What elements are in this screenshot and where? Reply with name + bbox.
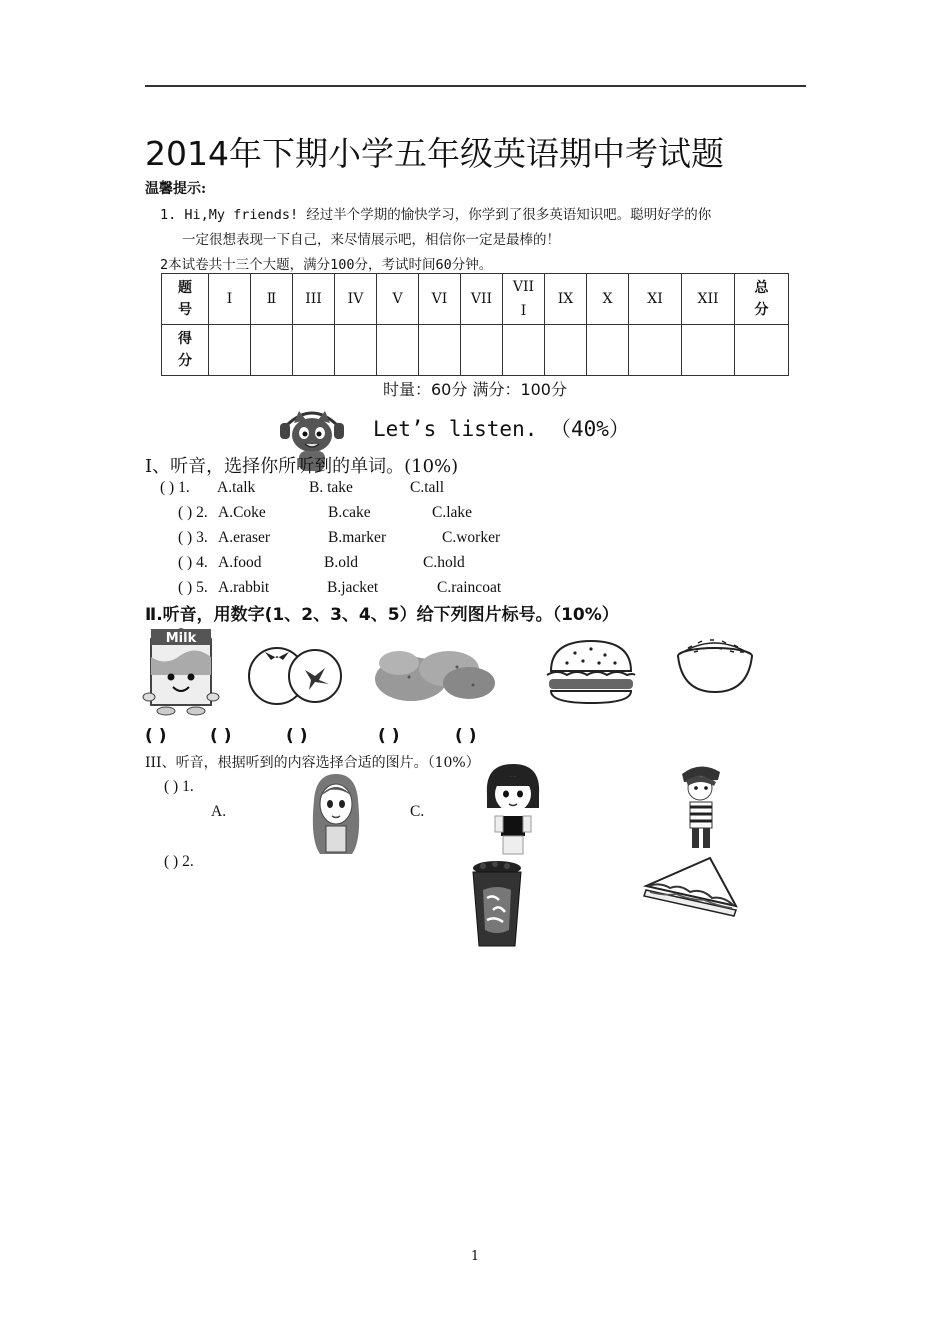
rice-bowl-icon — [674, 634, 756, 696]
score-col-5: V — [377, 274, 419, 325]
q1-option-a: A.talk — [217, 479, 256, 496]
score-cell-total[interactable] — [735, 325, 789, 376]
score-cell-2[interactable] — [251, 325, 293, 376]
q4-option-c: C.hold — [423, 554, 465, 571]
score-col-8: VII I — [503, 274, 545, 325]
section-1-title: I、听音，选择你所听到的单词。(10%) — [145, 456, 459, 477]
potatoes-icon — [369, 641, 497, 705]
score-table-row1-label: 题 号 — [162, 274, 209, 325]
score-col-1: Ⅰ — [209, 274, 251, 325]
milk-label: Milk — [165, 631, 197, 646]
q2-option-b: B.cake — [328, 504, 371, 521]
score-total-label: 总 分 — [735, 274, 789, 325]
q2-number: ( ) 2. — [178, 504, 208, 521]
section-3-title: III、听音，根据听到的内容选择合适的图片。（10%） — [145, 755, 480, 771]
score-table-row2-label: 得 分 — [162, 325, 209, 376]
q4-option-a: A.food — [218, 554, 262, 571]
q5-option-c: C.raincoat — [437, 579, 502, 596]
s3-q2-number: ( ) 2. — [164, 853, 194, 870]
tip-item-1-line-1: 1. Hi,My friends! 经过半个学期的愉快学习，你学到了很多英语知识吧。聪明好学的你 — [160, 207, 712, 223]
tip-item-1-line-2: 一定很想表现一下自己，来尽情展示吧，相信你一定是最棒的！ — [182, 232, 560, 248]
score-col-2: Ⅱ — [251, 274, 293, 325]
score-cell-8[interactable] — [503, 325, 545, 376]
picture-blank-1[interactable]: ( ) — [145, 726, 167, 746]
score-col-7: VII — [461, 274, 503, 325]
top-rule — [145, 85, 806, 87]
score-cell-6[interactable] — [419, 325, 461, 376]
q5-number: ( ) 5. — [178, 579, 208, 596]
page-title: 2014年下期小学五年级英语期中考试题 — [145, 134, 724, 173]
picture-blank-3[interactable]: ( ) — [286, 726, 308, 746]
q1-option-c: C.tall — [410, 479, 445, 496]
score-table-score-row — [162, 325, 789, 376]
sandwich-icon — [640, 856, 740, 918]
s3-q1-option-c: C. — [410, 803, 425, 820]
q1-number: ( ) 1. — [160, 479, 190, 496]
q1-option-b: B. take — [309, 479, 353, 496]
q3-number: ( ) 3. — [178, 529, 208, 546]
score-cell-12[interactable] — [682, 325, 735, 376]
score-cell-1[interactable] — [209, 325, 251, 376]
picture-blank-4[interactable]: ( ) — [378, 726, 400, 746]
picture-blank-5[interactable]: ( ) — [455, 726, 477, 746]
score-col-12: XII — [682, 274, 735, 325]
boy-striped-shirt-icon — [676, 760, 726, 852]
score-table-header-row — [162, 274, 789, 325]
score-cell-7[interactable] — [461, 325, 503, 376]
score-col-10: X — [587, 274, 629, 325]
q5-option-a: A.rabbit — [218, 579, 270, 596]
section-2-title: Ⅱ.听音，用数字(1、2、3、4、5）给下列图片标号。（10%） — [145, 605, 619, 625]
score-table — [161, 273, 789, 376]
score-col-11: XI — [629, 274, 682, 325]
time-and-score-line: 时量：60分 满分：100分 — [383, 380, 567, 399]
milk-carton-icon — [141, 627, 221, 717]
score-cell-11[interactable] — [629, 325, 682, 376]
q4-option-b: B.old — [324, 554, 359, 571]
cola-cup-icon — [469, 860, 525, 950]
hamburger-icon — [545, 637, 637, 705]
tips-heading: 温馨提示: — [145, 181, 207, 197]
tomatoes-icon — [243, 640, 345, 706]
q3-option-a: A.eraser — [218, 529, 271, 546]
bob-hair-girl-icon — [483, 760, 543, 858]
score-col-3: III — [293, 274, 335, 325]
long-hair-girl-icon — [306, 770, 366, 856]
score-col-6: VI — [419, 274, 461, 325]
page-number: 1 — [470, 1249, 480, 1264]
score-col-4: IV — [335, 274, 377, 325]
s3-q1-number: ( ) 1. — [164, 778, 194, 795]
tip-item-2: 2本试卷共十三个大题，满分100分，考试时间60分钟。 — [160, 257, 493, 273]
listen-heading: Let’s listen. （40%） — [373, 417, 630, 441]
q2-option-c: C.lake — [432, 504, 473, 521]
q2-option-a: A.Coke — [218, 504, 266, 521]
score-cell-3[interactable] — [293, 325, 335, 376]
q3-option-c: C.worker — [442, 529, 501, 546]
q4-number: ( ) 4. — [178, 554, 208, 571]
q3-option-b: B.marker — [328, 529, 387, 546]
q5-option-b: B.jacket — [327, 579, 379, 596]
s3-q1-option-a: A. — [211, 803, 227, 820]
picture-blank-2[interactable]: ( ) — [210, 726, 232, 746]
score-cell-10[interactable] — [587, 325, 629, 376]
score-cell-4[interactable] — [335, 325, 377, 376]
score-cell-9[interactable] — [545, 325, 587, 376]
score-cell-5[interactable] — [377, 325, 419, 376]
score-col-9: IX — [545, 274, 587, 325]
